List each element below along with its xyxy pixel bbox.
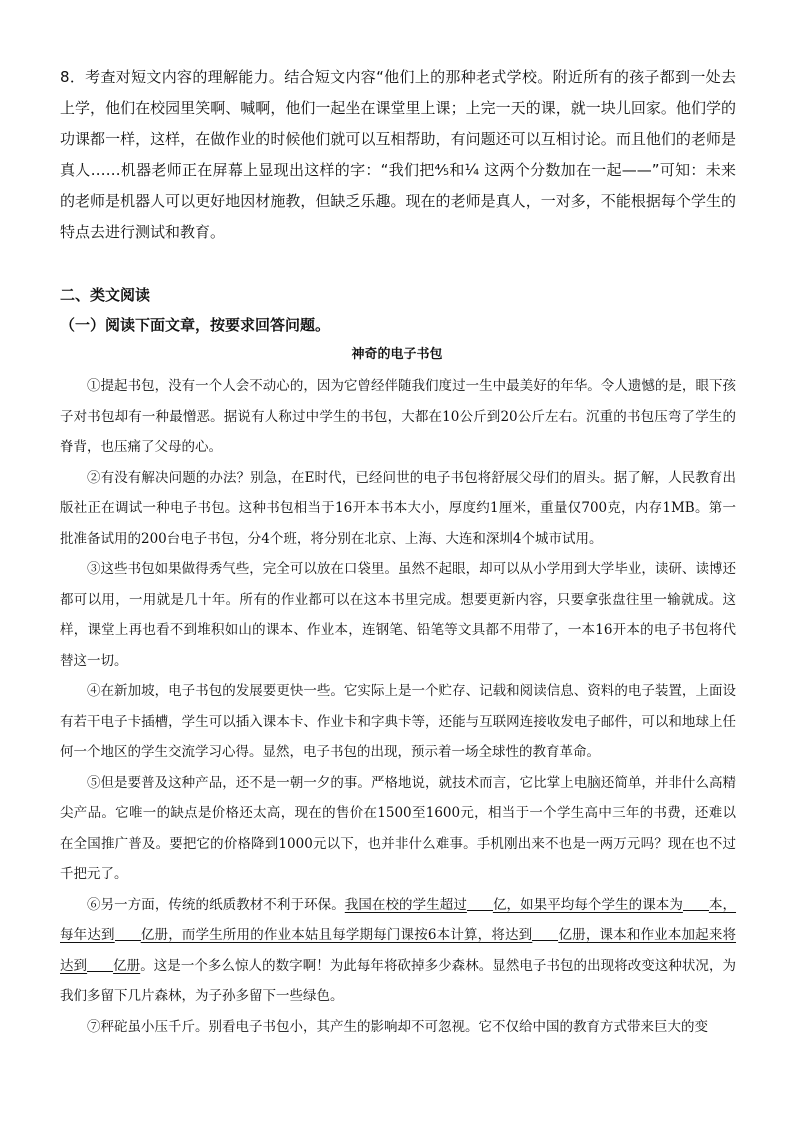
article-paragraph-7: ⑦秤砣虽小压千斤。别看电子书包小，其产生的影响却不可忽视。它不仅给中国的教育方式带来巨大的变 bbox=[87, 1018, 708, 1035]
reading-instruction: （一）阅读下面文章，按要求回答问题。 bbox=[60, 316, 331, 334]
fill-blank-3[interactable] bbox=[115, 926, 141, 941]
paragraph-6-rest: 。这是一个多么惊人的数字啊！为此每年将砍掉多少森林。显然电子书包的出现将改变这种状况，为我们多留下几片森林，为子孙多留下一些绿色。 bbox=[60, 957, 737, 1004]
fill-blank-2[interactable] bbox=[683, 896, 709, 911]
article-paragraph-4: ④在新加坡，电子书包的发展要更快一些。它实际上是一个贮存、记载和阅读信息、资料的电子装置，上面设有若干电子卡插槽，学生可以插入课本卡、作业卡和字典卡等，还能与互联网连接收发电子邮件，可以和地球上任何一个地区的学生交流学习心得。显然，电子书包的出现，预示着一场全球性的教育革命。 bbox=[60, 683, 736, 760]
article-paragraph-2: ②有没有解决问题的办法？别急，在E时代，已经问世的电子书包将舒展父母们的眉头。据了解，人民教育出版社正在调试一种电子书包。这种书包相当于16开本书本大小，厚度约1厘米，重量仅700克，内存1MB。第一批准备试用的200台电子书包，分4个班，将分别在北京、上海、大连和深圳4个城市试用。 bbox=[60, 469, 736, 547]
section-heading: 二、类文阅读 bbox=[60, 286, 151, 304]
answer-analysis: 8．考查对短文内容的理解能力。结合短文内容“他们上的那种老式学校。附近所有的孩子都到一处去上学，他们在校园里笑啊、喊啊，他们一起坐在课堂里上课；上完一天的课，就一块儿回家。他们学的功课都一样，这样，在做作业的时候他们就可以互相帮助，有问题还可以互相讨论。而且他们的老师是真人……机器老师正在屏幕上显现出这样的字：“我们把⅘和¼ 这两个分数加在一起——”可知：未来的老师是机器人可以更好地因材施教，但缺乏乐趣。现在的老师是真人，一对多，不能根据每个学生的特点去进行测试和教育。 bbox=[60, 68, 736, 241]
paragraph-6-intro: ⑥另一方面，传统的纸质教材不利于环保。 bbox=[87, 896, 345, 913]
fill-blank-5[interactable] bbox=[87, 957, 113, 972]
fill-blank-4[interactable] bbox=[532, 926, 558, 941]
fill-blank-1[interactable] bbox=[467, 896, 493, 911]
article-paragraph-6 bbox=[60, 890, 736, 1012]
article-body bbox=[60, 371, 736, 1042]
article-paragraph-5: ⑤但是要普及这种产品，还不是一朝一夕的事。严格地说，就技术而言，它比掌上电脑还简单，并非什么高精尖产品。它唯一的缺点是价格还太高，现在的售价在1500至1600元，相当于一个学生高中三年的书费，还难以在全国推广普及。要把它的价格降到1000元以下，也并非什么难事。手机刚出来不也是一两万元吗？现在也不过千把元了。 bbox=[60, 774, 736, 882]
article-paragraph-1: ①提起书包，没有一个人会不动心的，因为它曾经伴随我们度过一生中最美好的年华。令人遗憾的是，眼下孩子对书包却有一种最憎恶。据说有人称过中学生的书包，大都在10公斤到20公斤左右。沉重的书包压弯了学生的脊背，也压痛了父母的心。 bbox=[60, 378, 736, 455]
article-paragraph-3: ③这些书包如果做得秀气些，完全可以放在口袋里。虽然不起眼，却可以从小学用到大学毕业，读研、读博还都可以用，一用就是几十年。所有的作业都可以在这本书里完成。想要更新内容，只要拿张盘往里一输就成。这样，课堂上再也看不到堆积如山的课本、作业本，连钢笔、铅笔等文具都不用带了，一本16开本的电子书包将代替这一切。 bbox=[60, 561, 736, 669]
underlined-sentence: 我国在校的学生超过 亿，如果平均每个学生的课本为 本，每年达到 亿册，而学生所用的作业本姑且每学期每门课按6本计算，将达到 亿册，课本和作业本加起来将达到 亿册 bbox=[60, 896, 737, 974]
article-title: 神奇的电子书包 bbox=[351, 347, 443, 362]
